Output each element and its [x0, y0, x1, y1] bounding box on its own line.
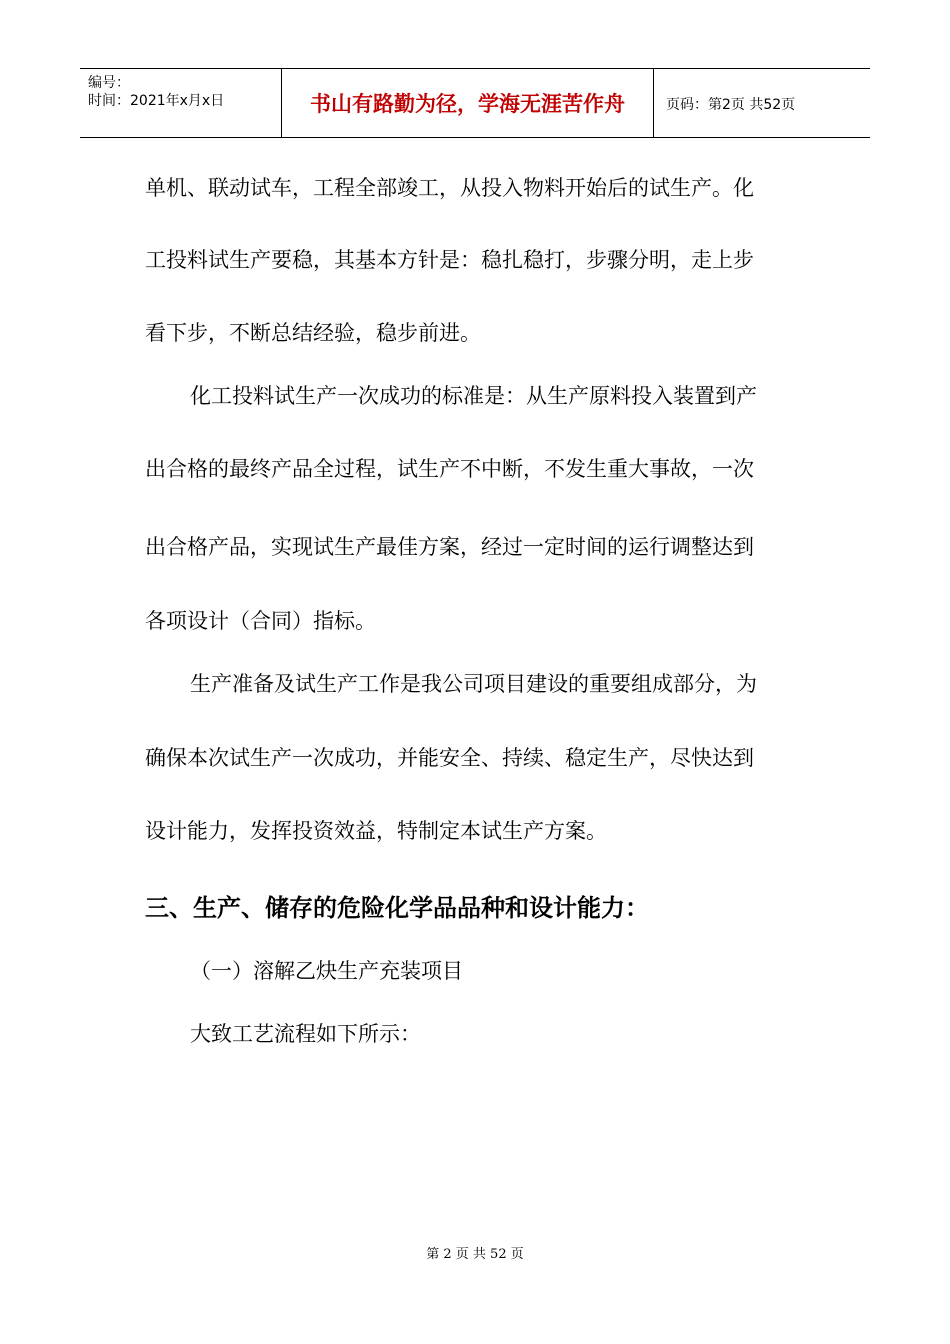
- header-motto-cell: [282, 69, 654, 137]
- paragraph-line: 单机、联动试车，工程全部竣工，从投入物料开始后的试生产。化: [145, 176, 754, 200]
- paragraph-line: 确保本次试生产一次成功，并能安全、持续、稳定生产，尽快达到: [145, 746, 754, 770]
- paragraph-line: 看下步，不断总结经验，稳步前进。: [145, 321, 481, 345]
- paragraph-line: 化工投料试生产一次成功的标准是：从生产原料投入装置到产: [190, 384, 757, 408]
- page-footer: 第 2 页 共 52 页: [426, 1247, 524, 1262]
- header-motto: 书山有路勤为径，学海无涯苦作舟: [310, 92, 625, 116]
- page-header: [80, 68, 870, 138]
- subsection-title: （一）溶解乙炔生产充装项目: [190, 959, 463, 983]
- header-page-code: 页码：第2页 共52页: [666, 97, 796, 113]
- paragraph-line: 生产准备及试生产工作是我公司项目建设的重要组成部分，为: [190, 672, 757, 696]
- paragraph-line: 设计能力，发挥投资效益，特制定本试生产方案。: [145, 819, 607, 843]
- paragraph-line: 出合格产品，实现试生产最佳方案，经过一定时间的运行调整达到: [145, 535, 754, 559]
- header-page-cell: [654, 69, 870, 137]
- header-meta-cell: [80, 69, 282, 137]
- paragraph-line: 出合格的最终产品全过程，试生产不中断，不发生重大事故，一次: [145, 457, 754, 481]
- document-time-label: 时间：2021年x月x日: [88, 93, 225, 109]
- document-number-label: 编号：: [88, 75, 130, 91]
- paragraph-line: 工投料试生产要稳，其基本方针是：稳扎稳打，步骤分明，走上步: [145, 248, 754, 272]
- section-heading: 三、生产、储存的危险化学品品种和设计能力：: [145, 894, 649, 922]
- process-intro: 大致工艺流程如下所示：: [190, 1022, 421, 1046]
- paragraph-line: 各项设计（合同）指标。: [145, 609, 376, 633]
